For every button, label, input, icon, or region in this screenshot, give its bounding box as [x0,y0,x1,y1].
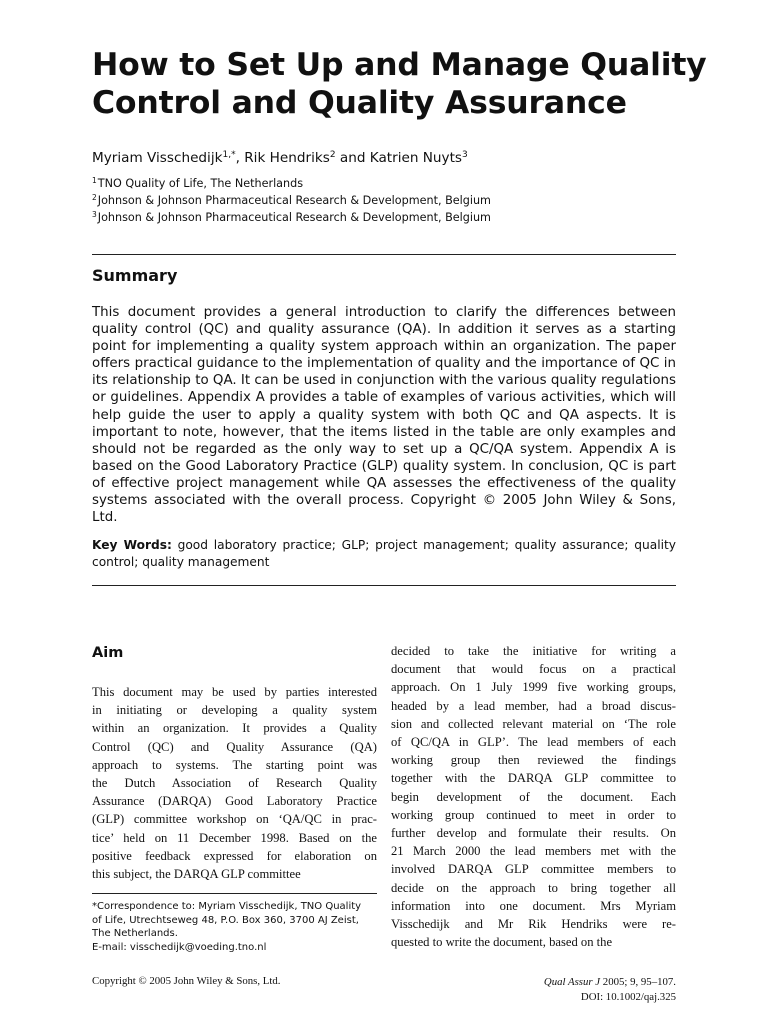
text-line: this subject, the DARQA GLP committee [92,867,301,882]
journal-name: Qual Assur J [543,976,601,988]
text-line: approach. On 1 July 1999 five working groups, [391,680,676,695]
text-line: 21 March 2000 the lead members met with the [391,844,676,859]
keywords-line-1 [92,537,676,554]
keywords-text: good laboratory practice; GLP; project management; quality assurance; quality [177,538,676,552]
journal-citation [544,975,676,990]
text-line: Assurance (DARQA) Good Laboratory Practice [92,794,377,809]
author-affiliation-mark: 2 [329,150,336,160]
text-line: information into one document. Mrs Myriam [391,898,676,913]
text-line: of QC/QA in GLP’. The lead members of each [391,735,676,750]
aim-heading: Aim [92,645,124,661]
footnote-line: of Life, Utrechtseweg 48, P.O. Box 360, 3700 AJ Zeist, [92,914,359,926]
affiliation-number: 3 [92,210,97,219]
author-list [92,149,468,167]
text-line: begin development of the document. Each [391,789,676,804]
text-line: Control (QC) and Quality Assurance (QA) [92,739,377,754]
affiliation-text: TNO Quality of Life, The Netherlands [97,177,304,190]
text-line: decide on the approach to bring together all [391,880,676,895]
aim-right-column [391,642,676,951]
author-name: Katrien Nuyts [369,150,463,166]
footer-copyright: Copyright © 2005 John Wiley & Sons, Ltd. [92,975,281,987]
affiliation-list [92,175,491,226]
text-line: positive feedback expressed for elaboration on [92,848,377,863]
affiliation-number: 1 [92,176,97,185]
text-line: within an organization. It provides a Quality [92,721,377,736]
affiliation [92,175,491,192]
title-line-1: How to Set Up and Manage Quality [92,47,707,83]
affiliation-text: Johnson & Johnson Pharmaceutical Research & Development, Belgium [97,211,491,224]
text-line: This document may be used by parties interested [92,685,377,699]
affiliation [92,192,491,209]
affiliation [92,209,491,226]
author-affiliation-mark: 3 [462,150,468,160]
text-line: approach to systems. The starting point was [92,757,377,772]
author-affiliation-mark: 1,* [222,150,236,160]
summary-text: This document provides a general introduction to clarify the differences between quality control (QC) and quality assurance (QA). In addition it serves as a starting point for implementing a quality system approach within an organization. The paper offers practical guidance to the implementation of quality and the importance of QC in its relationship to QA. It can be used in conjunction with the various quality regulations or guidelines. Appendix A provides a table of examples of various activities, which will help guide the user to apply a quality system with both QC and QA aspects. It is important to note, however, that the items listed in the table are only examples and should not be regarded as the only way to set up a QC/QA system. Appendix A is based on the Good Laboratory Practice (GLP) quality system. In conclusion, QC is part of effective project management while QA assesses the effectiveness of the quality systems associated with the overall process. Copyright © 2005 John Wiley & Sons, Ltd. [92,305,676,526]
text-line: Visschedijk and Mr Rik Hendriks were re- [391,917,676,932]
summary-bottom-divider [92,585,676,586]
text-line: together with the DARQA GLP committee to [391,771,676,786]
author-separator: and [335,150,370,166]
affiliation-number: 2 [92,193,97,202]
footnote-email: E-mail: visschedijk@voeding.tno.nl [92,941,267,953]
text-line: the Dutch Association of Research Quality [92,776,377,791]
correspondence-footnote [92,900,382,954]
author-name: Myriam Visschedijk [92,150,223,166]
text-line: headed by a lead member, had a broad discus- [391,698,676,713]
text-line: working group continued to meet in order to [391,807,676,822]
keywords-label: Key Words: [92,538,172,552]
summary-heading: Summary [92,266,178,285]
author-name: Rik Hendriks [244,150,330,166]
footer-citation [544,975,676,1004]
text-line: (GLP) committee workshop on ‘QA/QC in prac- [92,812,377,827]
keywords-line-2: control; quality management [92,555,270,569]
text-line: involved DARQA GLP committee members to [391,862,676,877]
text-line: in initiating or developing a quality system [92,703,377,718]
text-line: tice’ held on 11 December 1998. Based on the [92,830,377,845]
text-line: document that would focus on a practical [391,662,676,677]
text-line: decided to take the initiative for writing a [391,644,676,658]
doi: DOI: 10.1002/qaj.325 [580,990,676,1003]
volume-pages: 2005; 9, 95–107. [600,976,676,988]
text-line: further develop and formulate their results. On [391,826,676,841]
title-line-2: Control and Quality Assurance [92,85,627,121]
author-separator: , [235,150,245,166]
footnote-divider [92,893,377,894]
text-line: working group then reviewed the findings [391,753,676,768]
text-line: quested to write the document, based on the [391,935,613,950]
keywords [92,537,676,571]
footnote-line: The Netherlands. [92,928,178,940]
summary-top-divider [92,254,676,255]
aim-left-column [92,683,377,883]
paper-title [92,46,712,122]
text-line: sion and collected relevant material on ‘The role [391,716,676,731]
footnote-line: *Correspondence to: Myriam Visschedijk, TNO Quality [92,901,362,912]
affiliation-text: Johnson & Johnson Pharmaceutical Research & Development, Belgium [97,194,491,207]
